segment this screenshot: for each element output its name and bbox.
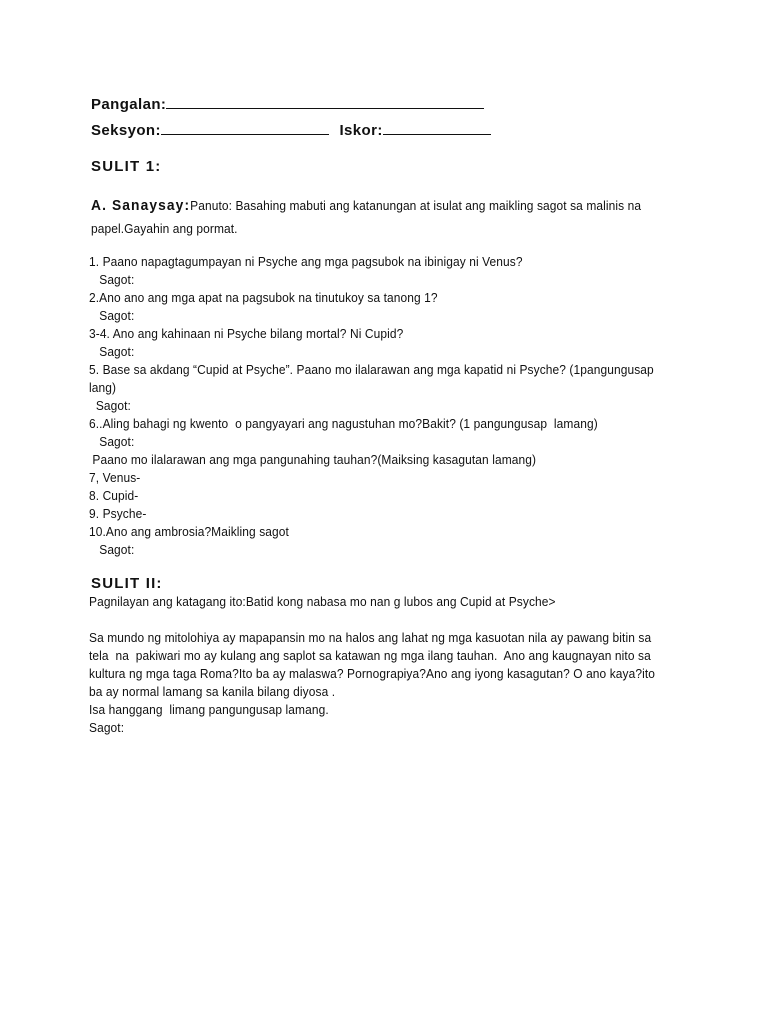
question-line: 10.Ano ang ambrosia?Maikling sagot (89, 524, 289, 539)
section-label: Seksyon: (91, 122, 161, 139)
name-label: Pangalan: (91, 96, 167, 113)
question-line: 5. Base sa akdang “Cupid at Psyche”. Paano mo ilalarawan ang mga kapatid ni Psyche? (1pangungusap (89, 362, 654, 377)
question-line: Paano mo ilalarawan ang mga pangunahing tauhan?(Maiksing kasagutan lamang) (89, 452, 537, 467)
question-line: Sagot: (89, 272, 135, 287)
question-line: 6..Aling bahagi ng kwento o pangyayari ang nagustuhan mo?Bakit? (1 pangungusap lamang) (89, 416, 598, 431)
sulit-2-line: Sa mundo ng mitolohiya ay mapapansin mo na halos ang lahat ng mga kasuotan nila ay pawang bitin sa (89, 630, 652, 645)
sulit-2-line: Sagot: (89, 720, 125, 735)
question-line: 2.Ano ano ang mga apat na pagsubok na tinutukoy sa tanong 1? (89, 290, 438, 305)
sulit-2-line: ba ay normal lamang sa kanila bilang diyosa . (89, 684, 336, 699)
question-line: 3-4. Ano ang kahinaan ni Psyche bilang mortal? Ni Cupid? (89, 326, 404, 341)
sulit-2-line: kultura ng mga taga Roma?Ito ba ay malaswa? Pornograpiya?Ano ang iyong kasagutan? O ano kaya?ito (89, 666, 656, 681)
question-line: Sagot: (89, 542, 135, 557)
section-score-field (91, 121, 491, 139)
name-field (91, 95, 484, 113)
sulit-1-title: SULIT 1: (91, 158, 162, 175)
question-line: 9. Psyche- (89, 506, 147, 521)
part-a-instruction-line-1 (91, 197, 641, 214)
score-blank[interactable] (383, 121, 491, 135)
question-line: Sagot: (89, 344, 135, 359)
sulit-2-line: tela na pakiwari mo ay kulang ang saplot sa katawan ng mga ilang tauhan. Ano ang kaugnayan nito sa (89, 648, 651, 663)
question-line: Sagot: (89, 308, 135, 323)
sulit-2-line: Pagnilayan ang katagang ito:Batid kong nabasa mo nan g lubos ang Cupid at Psyche> (89, 594, 556, 609)
score-label: Iskor: (339, 122, 383, 139)
section-blank[interactable] (161, 121, 329, 135)
question-line: lang) (89, 380, 117, 395)
part-a-instruction-line-2: papel.Gayahin ang pormat. (91, 221, 238, 236)
name-blank[interactable] (166, 95, 484, 109)
question-line: Sagot: (89, 434, 135, 449)
question-line: 1. Paano napagtagumpayan ni Psyche ang mga pagsubok na ibinigay ni Venus? (89, 254, 523, 269)
instruction-text-1: Panuto: Basahing mabuti ang katanungan at isulat ang maikling sagot sa malinis na (190, 198, 642, 213)
question-line: 8. Cupid- (89, 488, 139, 503)
question-line: 7, Venus- (89, 470, 141, 485)
sulit-2-title: SULIT II: (91, 575, 163, 592)
part-a-label: A. Sanaysay: (91, 197, 191, 214)
question-line: Sagot: (89, 398, 131, 413)
sulit-2-line: Isa hanggang limang pangungusap lamang. (89, 702, 329, 717)
